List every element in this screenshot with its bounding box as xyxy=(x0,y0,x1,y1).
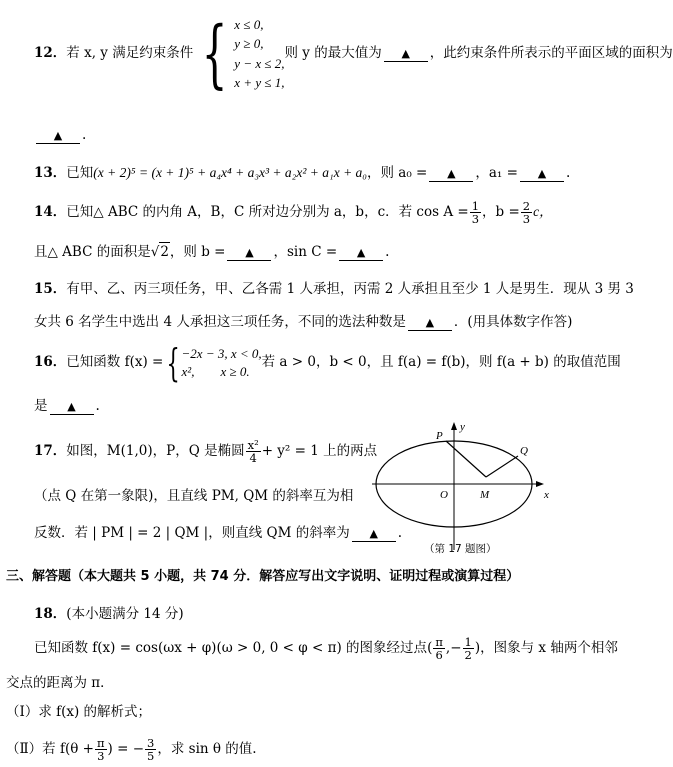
question-18-line1: 已知函数 f(x) = cos(ωx + φ)(ω > 0, 0 < φ < π) 的图象经过点( $\frac{\pi}{6}$ ,− $\frac{1}{2}$ )，图象与 x 轴两个相邻 xyxy=(34,635,618,662)
q12-mid: 则 y 的最大值为 xyxy=(284,45,382,61)
question-14: 14．已知△ ABC 的内角 A，B，C 所对边分别为 a，b，c．若 cos A = $\frac{1}{3}$ ，b = $\frac{2}{3}$ c， xyxy=(34,199,553,226)
question-number: 14． xyxy=(34,204,67,220)
x-axis-arrow xyxy=(536,481,544,487)
q13-equation: (x + 2)⁵ = (x + 1)⁵ + a₄x⁴ + a₃x³ + a₂x² + a₁x + a₀ xyxy=(93,165,368,180)
answer-blank: ▲ xyxy=(227,245,271,261)
fraction: $\frac{1}{3}$ xyxy=(471,199,480,226)
question-number: 17． xyxy=(34,443,67,459)
question-18-line2: 交点的距离为 π． xyxy=(6,675,114,691)
left-brace: { xyxy=(201,10,228,97)
fraction: $\frac{\pi}{3}$ xyxy=(96,736,105,763)
question-17-line2: （点 Q 在第一象限)，且直线 PM, QM 的斜率互为相 xyxy=(34,488,354,504)
figure-caption: （第 17 题图） xyxy=(424,543,497,555)
question-18-part2: （Ⅱ）若 f(θ + $\frac{\pi}{3}$ ) = − $\frac{3}{5}$ ，求 sin θ 的值. xyxy=(6,736,257,763)
q12-post: ，此约束条件所表示的平面区域的面积为 xyxy=(429,45,673,61)
answer-blank: ▲ xyxy=(339,245,383,261)
question-number: 16． xyxy=(34,354,67,370)
constraint-3: y − x ≤ 2, xyxy=(234,55,285,71)
question-17: 17．如图，M(1,0)，P，Q 是椭圆 $\frac{\text{x²}}{4}$ + y² = 1 上的两点 xyxy=(34,438,378,465)
question-12 xyxy=(34,10,673,97)
fraction: $\frac{\pi}{6}$ xyxy=(435,635,443,662)
answer-blank: ▲ xyxy=(384,46,428,62)
label-O: O xyxy=(440,489,448,501)
fraction: $\frac{3}{5}$ xyxy=(147,736,155,763)
answer-blank: ▲ xyxy=(352,526,396,542)
question-number: 18． xyxy=(34,606,67,622)
question-16: 16．已知函数 f(x) = { −2x − 3, x < 0, x², x ≥ 0. 若 a > 0，b < 0，且 f(a) = f(b)，则 f(a + b) 的取值范围 xyxy=(34,340,621,385)
sqrt-expression: √ 2 xyxy=(150,244,169,260)
answer-blank: ▲ xyxy=(429,166,473,182)
question-number: 15． xyxy=(34,281,67,297)
answer-blank: ▲ xyxy=(36,128,80,144)
q12-pre: 若 x, y 满足约束条件 xyxy=(66,45,194,61)
segment-QM xyxy=(486,456,518,477)
label-M: M xyxy=(480,489,490,501)
label-P: P xyxy=(436,430,443,442)
constraint-list xyxy=(234,15,284,93)
question-14-line2: 且△ ABC 的面积是√ 2 ，则 b = ▲ ，sin C = ▲ . xyxy=(34,244,390,260)
constraint-1: x ≤ 0, xyxy=(234,16,264,32)
question-number: 12． xyxy=(34,45,67,61)
segment-PM xyxy=(446,441,486,477)
question-17-line3: 反数．若 | PM | = 2 | QM |，则直线 QM 的斜率为 ▲ . xyxy=(34,525,402,541)
question-12-line2: ▲ . xyxy=(34,126,86,144)
ellipse-figure xyxy=(368,418,558,558)
label-x: x xyxy=(544,489,549,501)
question-number: 13． xyxy=(34,165,67,181)
question-16-line2: 是 ▲ . xyxy=(34,398,100,414)
section-heading: 三、解答题（本大题共 5 小题，共 74 分．解答应写出文字说明、证明过程或演算过程） xyxy=(6,569,520,584)
y-axis-arrow xyxy=(451,422,457,430)
fraction: $\frac{2}{3}$ xyxy=(522,199,531,226)
label-y: y xyxy=(460,421,465,433)
question-15: 15．有甲、乙、丙三项任务，甲、乙各需 1 人承担，丙需 2 人承担且至少 1 人是男生．现从 3 男 3 xyxy=(34,281,634,297)
answer-blank: ▲ xyxy=(520,166,564,182)
question-18-part1: （Ⅰ）求 f(x) 的解析式； xyxy=(6,704,152,720)
constraint-2: y ≥ 0, xyxy=(234,36,264,51)
question-13: 13．已知(x + 2)⁵ = (x + 1)⁵ + a₄x⁴ + a₃x³ + a₂x² + a₁x + a₀，则 a₀ = ▲ ，a₁ = ▲ . xyxy=(34,165,571,181)
question-15-line2: 女共 6 名学生中选出 4 人承担这三项任务，不同的选法种数是 ▲ ．(用具体数字作答) xyxy=(34,314,573,330)
answer-blank: ▲ xyxy=(408,315,452,331)
fraction: $\frac{\text{x²}}{4}$ xyxy=(247,438,259,465)
question-18: 18．(本小题满分 14 分) xyxy=(34,606,184,622)
constraint-system xyxy=(193,10,285,97)
constraint-4: x + y ≤ 1, xyxy=(234,75,285,90)
piecewise-function: { −2x − 3, x < 0, x², x ≥ 0. xyxy=(166,340,262,385)
label-Q: Q xyxy=(520,445,528,457)
answer-blank: ▲ xyxy=(50,399,94,415)
fraction: $\frac{1}{2}$ xyxy=(464,635,472,662)
